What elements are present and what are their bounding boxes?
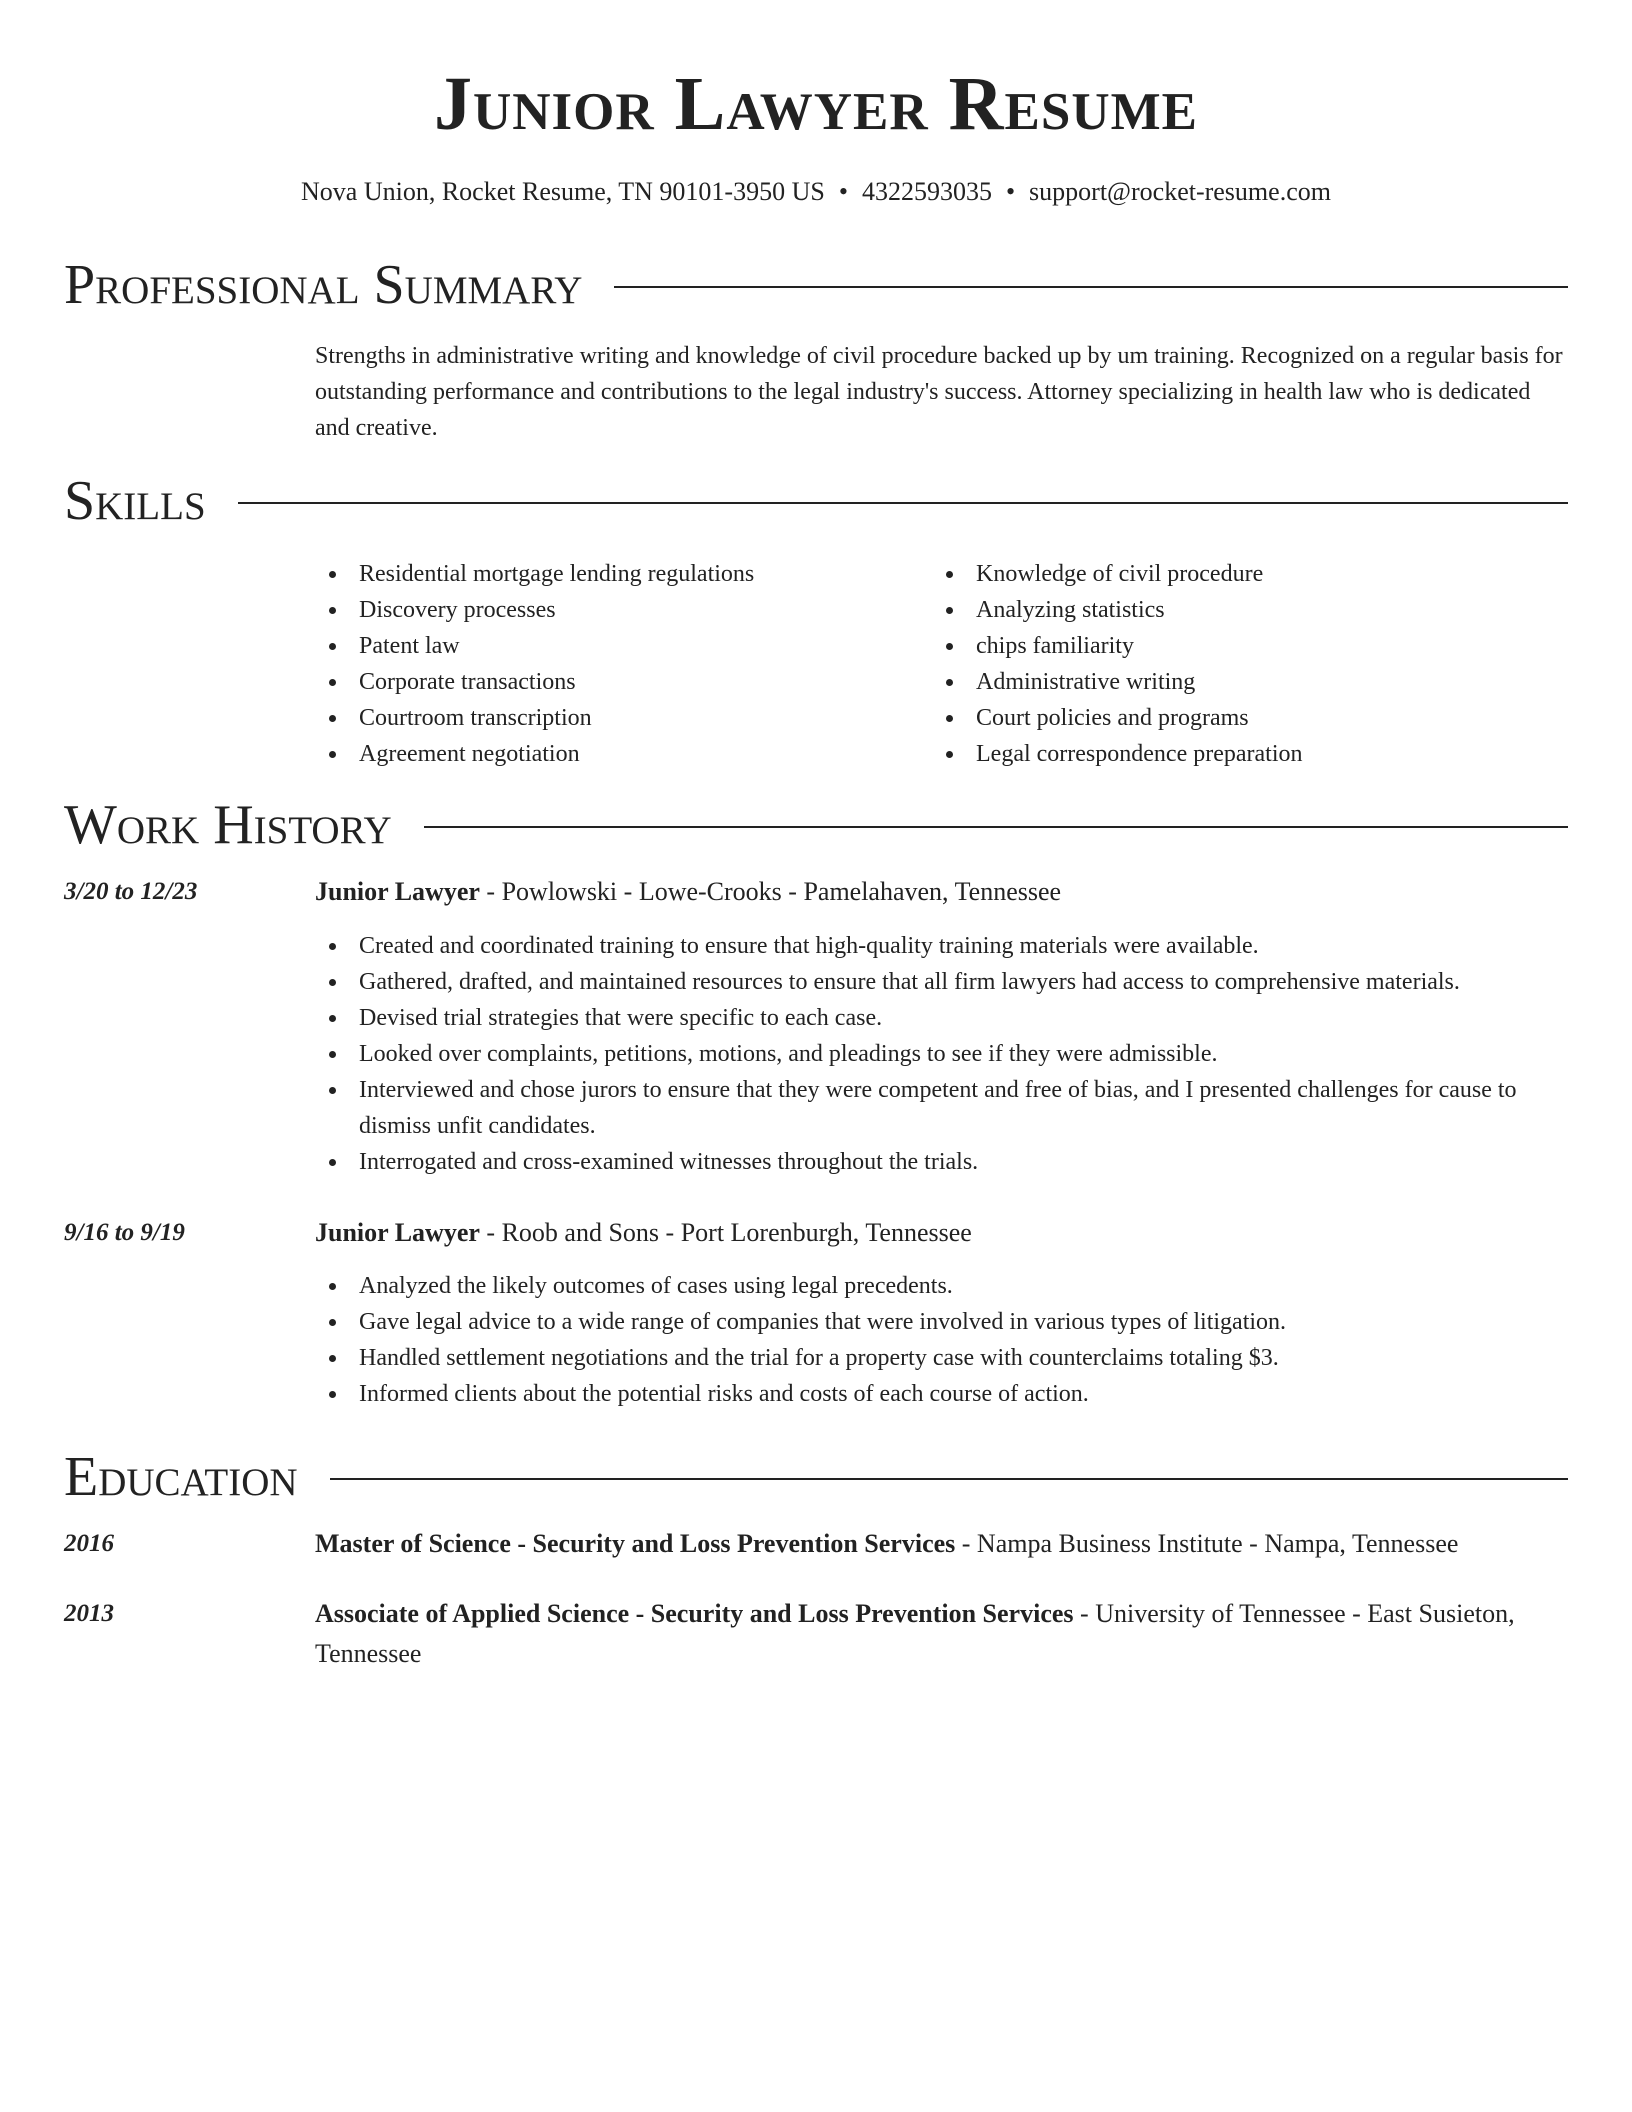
contact-phone: 4322593035 xyxy=(861,177,992,206)
education-school: - University of Tennessee - East Susieton, Tennessee xyxy=(315,1599,1515,1668)
job-bullet: Interviewed and chose jurors to ensure that they were competent and free of bias, and I presented challenges for cause to dismiss unfit candidates. xyxy=(315,1072,1570,1144)
job-dates: 9/16 to 9/19 xyxy=(64,1219,185,1246)
job-dates: 3/20 to 12/23 xyxy=(64,878,198,905)
education-degree: Associate of Applied Science - Security and Loss Prevention Services xyxy=(315,1599,1074,1628)
skill-item: Legal correspondence preparation xyxy=(932,736,1549,772)
work-section-header xyxy=(64,790,1568,860)
job-heading xyxy=(315,872,1570,912)
education-entry xyxy=(315,1594,1570,1674)
education-year: 2016 xyxy=(64,1530,114,1557)
section-divider xyxy=(238,502,1568,504)
job-bullet: Interrogated and cross-examined witnesses throughout the trials. xyxy=(315,1144,1570,1180)
summary-section-header xyxy=(64,250,1568,320)
section-title-skills: Skills xyxy=(64,470,206,532)
contact-separator: • xyxy=(1005,177,1016,206)
job-title: Junior Lawyer xyxy=(315,877,480,906)
section-divider xyxy=(614,286,1568,288)
education-entry xyxy=(315,1524,1570,1564)
section-title-work: Work History xyxy=(64,794,392,856)
education-school: - Nampa Business Institute - Nampa, Tennessee xyxy=(955,1529,1459,1558)
skill-item: Court policies and programs xyxy=(932,700,1549,736)
job-bullet: Looked over complaints, petitions, motions, and pleadings to see if they were admissible. xyxy=(315,1036,1570,1072)
skill-item: Analyzing statistics xyxy=(932,592,1549,628)
contact-email: support@rocket-resume.com xyxy=(1029,177,1331,206)
job-bullets xyxy=(315,928,1570,1180)
section-title-education: Education xyxy=(64,1446,298,1508)
job-heading xyxy=(315,1213,1570,1253)
education-section-header xyxy=(64,1442,1568,1512)
skills-list xyxy=(315,556,1570,772)
job-bullet: Devised trial strategies that were specific to each case. xyxy=(315,1000,1570,1036)
job-bullet: Created and coordinated training to ensure that high-quality training materials were available. xyxy=(315,928,1570,964)
job-bullet: Analyzed the likely outcomes of cases using legal precedents. xyxy=(315,1268,1570,1304)
contact-line xyxy=(0,174,1632,210)
job-bullet: Gave legal advice to a wide range of companies that were involved in various types of litigation. xyxy=(315,1304,1570,1340)
skill-item: Patent law xyxy=(315,628,932,664)
job-bullet: Informed clients about the potential risks and costs of each course of action. xyxy=(315,1376,1570,1412)
education-degree: Master of Science - Security and Loss Prevention Services xyxy=(315,1529,956,1558)
skill-item: Discovery processes xyxy=(315,592,932,628)
skill-item: Residential mortgage lending regulations xyxy=(315,556,932,592)
job-title: Junior Lawyer xyxy=(315,1218,480,1247)
skill-item: Agreement negotiation xyxy=(315,736,932,772)
skills-column-left xyxy=(315,556,932,772)
summary-text: Strengths in administrative writing and knowledge of civil procedure backed up by um training. Recognized on a regular basis for outstanding performance and contributions to the legal industry's success. Attorney specializing in health law who is dedicated and creative. xyxy=(315,343,1563,441)
contact-address: Nova Union, Rocket Resume, TN 90101-3950 US xyxy=(301,177,825,206)
section-divider xyxy=(424,826,1568,828)
skills-section-header xyxy=(64,466,1568,536)
skill-item: Corporate transactions xyxy=(315,664,932,700)
skills-column-right xyxy=(932,556,1549,772)
skill-item: Administrative writing xyxy=(932,664,1549,700)
skill-item: chips familiarity xyxy=(932,628,1549,664)
section-divider xyxy=(330,1478,1568,1480)
section-title-summary: Professional Summary xyxy=(64,254,583,316)
page-title: Junior Lawyer Resume xyxy=(433,62,1199,146)
job-bullets xyxy=(315,1268,1570,1412)
job-employer: - Roob and Sons - Port Lorenburgh, Tennessee xyxy=(479,1218,972,1247)
skill-item: Knowledge of civil procedure xyxy=(932,556,1549,592)
education-year: 2013 xyxy=(64,1600,114,1627)
contact-separator: • xyxy=(838,177,848,206)
skill-item: Courtroom transcription xyxy=(315,700,932,736)
job-bullet: Handled settlement negotiations and the trial for a property case with counterclaims totaling $3. xyxy=(315,1340,1570,1376)
job-bullet: Gathered, drafted, and maintained resources to ensure that all firm lawyers had access to comprehensive materials. xyxy=(315,964,1570,1000)
job-employer: - Powlowski - Lowe-Crooks - Pamelahaven, Tennessee xyxy=(479,877,1062,906)
